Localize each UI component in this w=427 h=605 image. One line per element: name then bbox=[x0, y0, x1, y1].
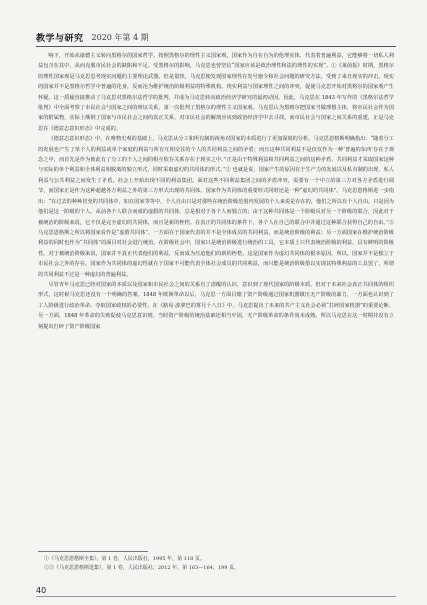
body-paragraph: 响下，开始从康德主义转向黑格尔的国家哲学。按照黑格尔的理性主义国家观，国家作为自在自为的伦理实体，代表着普遍利益，它能够将一切私人利益包含在其中，从而克服市民社会的缺陷和不足。受黑格尔的影响，马克思也曾坚信“国家应该是政治理性和法的理性的实现”。①《莱茵报》时期，黑格尔的理性国家观是马克思思考现实问题的主要理论武器。但是很快，马克思便发现国家理性在发号施令和社会问题的研究方法，受到了来自现实的冲击。现实的国家并不是黑格尔哲学中普遍的化身，反而沦为维护统治阶级利益的特殊机构。现实利益与国家理性之间的冲突，促使马克思开始对黑格尔的国家观产生怀疑。这一质疑直接推动了马克思对黑格尔法哲学的批判，并成为马克思转向政治经济学研究的最初动因。因此，马克思在 1843 年写作的《黑格尔法哲学批判》中全面考察了市民社会与国家之间的辩证关系，第一次批判了黑格尔的理性主义国家观。马克思认为黑格尔把国家当做理想主体，将市民社会作为国家的附属物，实际上颠倒了国家与市民社会之间的真正关系，对市民社会的解剖应该到政治经济学中去寻找。而市民社会与国家之间关系的重建，正是马克思在《德意志意识形态》中完成的。 bbox=[38, 53, 394, 132]
running-header bbox=[36, 30, 396, 44]
footnote: ②③《马克思恩格斯选集》，第 1 卷，人民出版社，2012 年，第 163—164、199 页。 bbox=[44, 565, 239, 571]
article-body bbox=[38, 51, 394, 536]
body-paragraph: 尽管青年马克思已经对国家的本质以及国家和市民社会之间的关系有了清醒的认识，意识到了现代国家的阶级本质，但对于未来社会真正共同体的组织形式，这时候马克思还没有一个明确的答案。1848 年欧洲革命以后，马克思一方面目睹了资产阶级通过国家机器镇压无产阶级的暴力，一方面也认识到了工人阶级进行政治革命、夺取国家政权的必要性。在《路易·波拿巴的雾月十八日》中，马克思提出了未来的共产主义社会必须“打碎国家机器”的重要论断。另一方面，1848 年革命的失败促使马克思意识到，当时资产阶级的统治基础还相当牢固，无产阶级革命的条件尚未成熟。所以马克思在这一时期并没有立刻提出打碎了资产阶级国家 bbox=[38, 281, 394, 330]
body-paragraph: 《德意志意识形态》中，在唯物史观的基础上，马克思从分工和所有制的视角对国家的本质进行了更加深刻的分析。马克思恩格斯明确指出：“随着分工的发展也产生了单个人的利益或单个家庭的利益与所有互相交往的个人的共同利益之间的矛盾；而且这种共同利益不是仅仅作为一种‘普遍的东西’存在于观念之中，而首先是作为彼此有了分工的个人之间的相互依存关系存在于现实之中。”正是由于特殊利益和共同利益之间的这种矛盾，共同利益才采取国家这种与实际的单个利益和全体利益相脱离的独立形式，同时采取虚幻的共同体的形式。”② 也就是说，国家产生的原因在于生产力的发展以及私有制的出现，私人利益与公共利益之间发生了矛盾，社会上开始出现不同的利益集团。面对这些不同利益集团之间的矛盾冲突，需要有一个中立的第三方对各方矛盾进行调节，而国家正是作为这种超越各方利益之外的第三方形式出现的共同体。国家作为共同体的重要形式同时还是一种“虚幻的共同体”。马克思恩格斯进一步指出：“在过去的种种冒充的共同体中，如在国家等等中，个人自由只是对那些在统治阶级范围内发展的个人来说是存在的，他们之所以有个人自由，只是因为他们是这一阶级的个人。从前各个人联合而成的虚假的共同体，总是相对于各个人而独立的；由于这种共同体是一个阶级反对另一个阶级的联合，因此对于被统治的阶级来说，它不仅是完全虚幻的共同体，而且是新的桎梏。在真正的共同体的条件下，各个人在自己的联合中并通过这种联合获得自己的自由。”③ 马克思恩格斯之所以将国家看作是“虚假共同体”，一方面在于国家代表的并不是全体成员的共同利益，而是统治阶级的利益；另一方面国家在维护统治阶级利益的同时也作为“共同体”的面目对社会进行统治。在阶级社会中，国家只是统治阶级进行统治的工具，它本质上只代表统治阶级的利益，具有鲜明的阶级性。对于被统治阶级来说，国家并不真正代表他们的利益，反而成为压迫他们的新的桎梏，这是国家作为虚幻共同体的根本原因。所以，国家并不是独立于市民社会之外的存在，国家作为共同体的虚幻性就在于国家不可能代表全体社会成员的共同利益，而只能是统治阶级借以实现其特殊利益的工具罢了，所谓的共同利益不过是一种虚幻的普遍利益。 bbox=[38, 136, 394, 278]
header-divider bbox=[36, 46, 396, 47]
journal-title: 教学与研究 bbox=[36, 33, 84, 44]
footnotes bbox=[44, 555, 384, 573]
page-number: 40 bbox=[36, 586, 47, 595]
footnote: ①《马克思恩格斯全集》，第 1 卷，人民出版社，1995 年，第 118 页。 bbox=[44, 556, 205, 562]
issue-label: 2020 年第 4 期 bbox=[91, 32, 149, 42]
footnote-divider bbox=[38, 551, 148, 552]
footer-divider bbox=[36, 596, 396, 597]
